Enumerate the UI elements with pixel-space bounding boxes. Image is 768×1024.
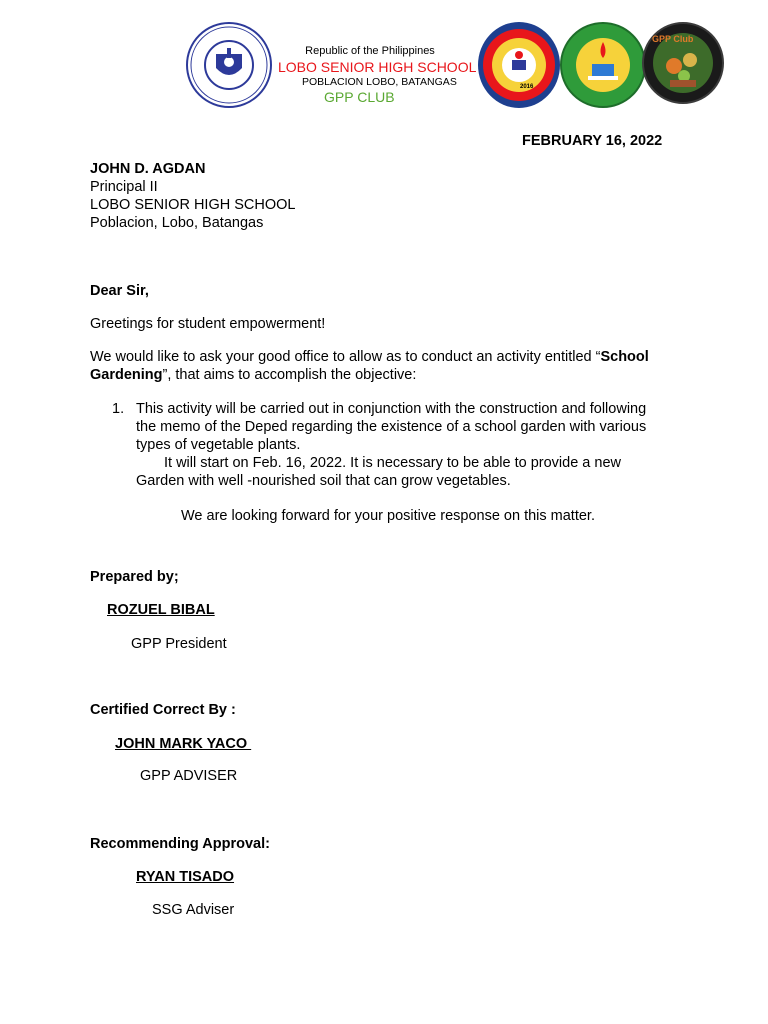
club-name-header: GPP CLUB (324, 89, 395, 105)
recipient-address: Poblacion, Lobo, Batangas (90, 215, 264, 231)
school-seal-graphic (478, 22, 560, 108)
recipient-title: Principal II (90, 179, 158, 195)
item-line-2: the memo of the Deped regarding the existence of a school garden with various (136, 419, 647, 435)
recommending-role: SSG Adviser (152, 902, 235, 918)
item-line-5: Garden with well -nourished soil that can grow vegetables. (136, 473, 511, 489)
activity-title-part1: School (600, 349, 649, 365)
recommending-label: Recommending Approval: (90, 836, 270, 852)
prepared-by-name: ROZUEL BIBAL (107, 602, 215, 618)
item-line-3: types of vegetable plants. (136, 437, 301, 453)
prepared-by-role: GPP President (131, 636, 227, 652)
deped-seal-graphic (188, 24, 270, 106)
intro-text-before: We would like to ask your good office to allow as to conduct an activity entitled “ (90, 349, 601, 365)
intro-text-after: ”, that aims to accomplish the objective: (162, 367, 417, 383)
item-line-4: It will start on Feb. 16, 2022. It is necessary to be able to provide a new (164, 455, 621, 471)
ssg-seal-graphic (562, 24, 644, 106)
item-line-1: This activity will be carried out in conjunction with the construction and following (136, 401, 647, 417)
item-number: 1. (112, 401, 125, 417)
certified-label: Certified Correct By : (90, 702, 236, 718)
school-name-header: LOBO SENIOR HIGH SCHOOL (278, 59, 477, 75)
school-address-header: POBLACION LOBO, BATANGAS (302, 76, 457, 88)
recipient-name: JOHN D. AGDAN (90, 161, 206, 177)
gpp-seal-text: GPP Club (652, 34, 694, 44)
item-body (136, 400, 696, 490)
greeting: Greetings for student empowerment! (90, 316, 326, 332)
certified-name: JOHN MARK YACO (115, 736, 252, 752)
recommending-name: RYAN TISADO (136, 869, 235, 885)
school-seal (478, 22, 560, 108)
prepared-by-label: Prepared by; (90, 569, 179, 585)
recipient-block (90, 160, 295, 232)
letter-date: FEBRUARY 16, 2022 (522, 133, 663, 149)
certified-role: GPP ADVISER (140, 768, 238, 784)
ssg-seal (560, 22, 646, 108)
deped-seal (186, 22, 272, 108)
intro-paragraph (90, 348, 690, 384)
activity-title-part2: Gardening (90, 367, 163, 383)
closing-line: We are looking forward for your positive response on this matter. (181, 508, 595, 524)
recipient-school: LOBO SENIOR HIGH SCHOOL (90, 197, 296, 213)
republic-line: Republic of the Philippines (305, 45, 435, 57)
school-seal-year: 2016 (520, 84, 534, 90)
salutation: Dear Sir, (90, 283, 149, 299)
